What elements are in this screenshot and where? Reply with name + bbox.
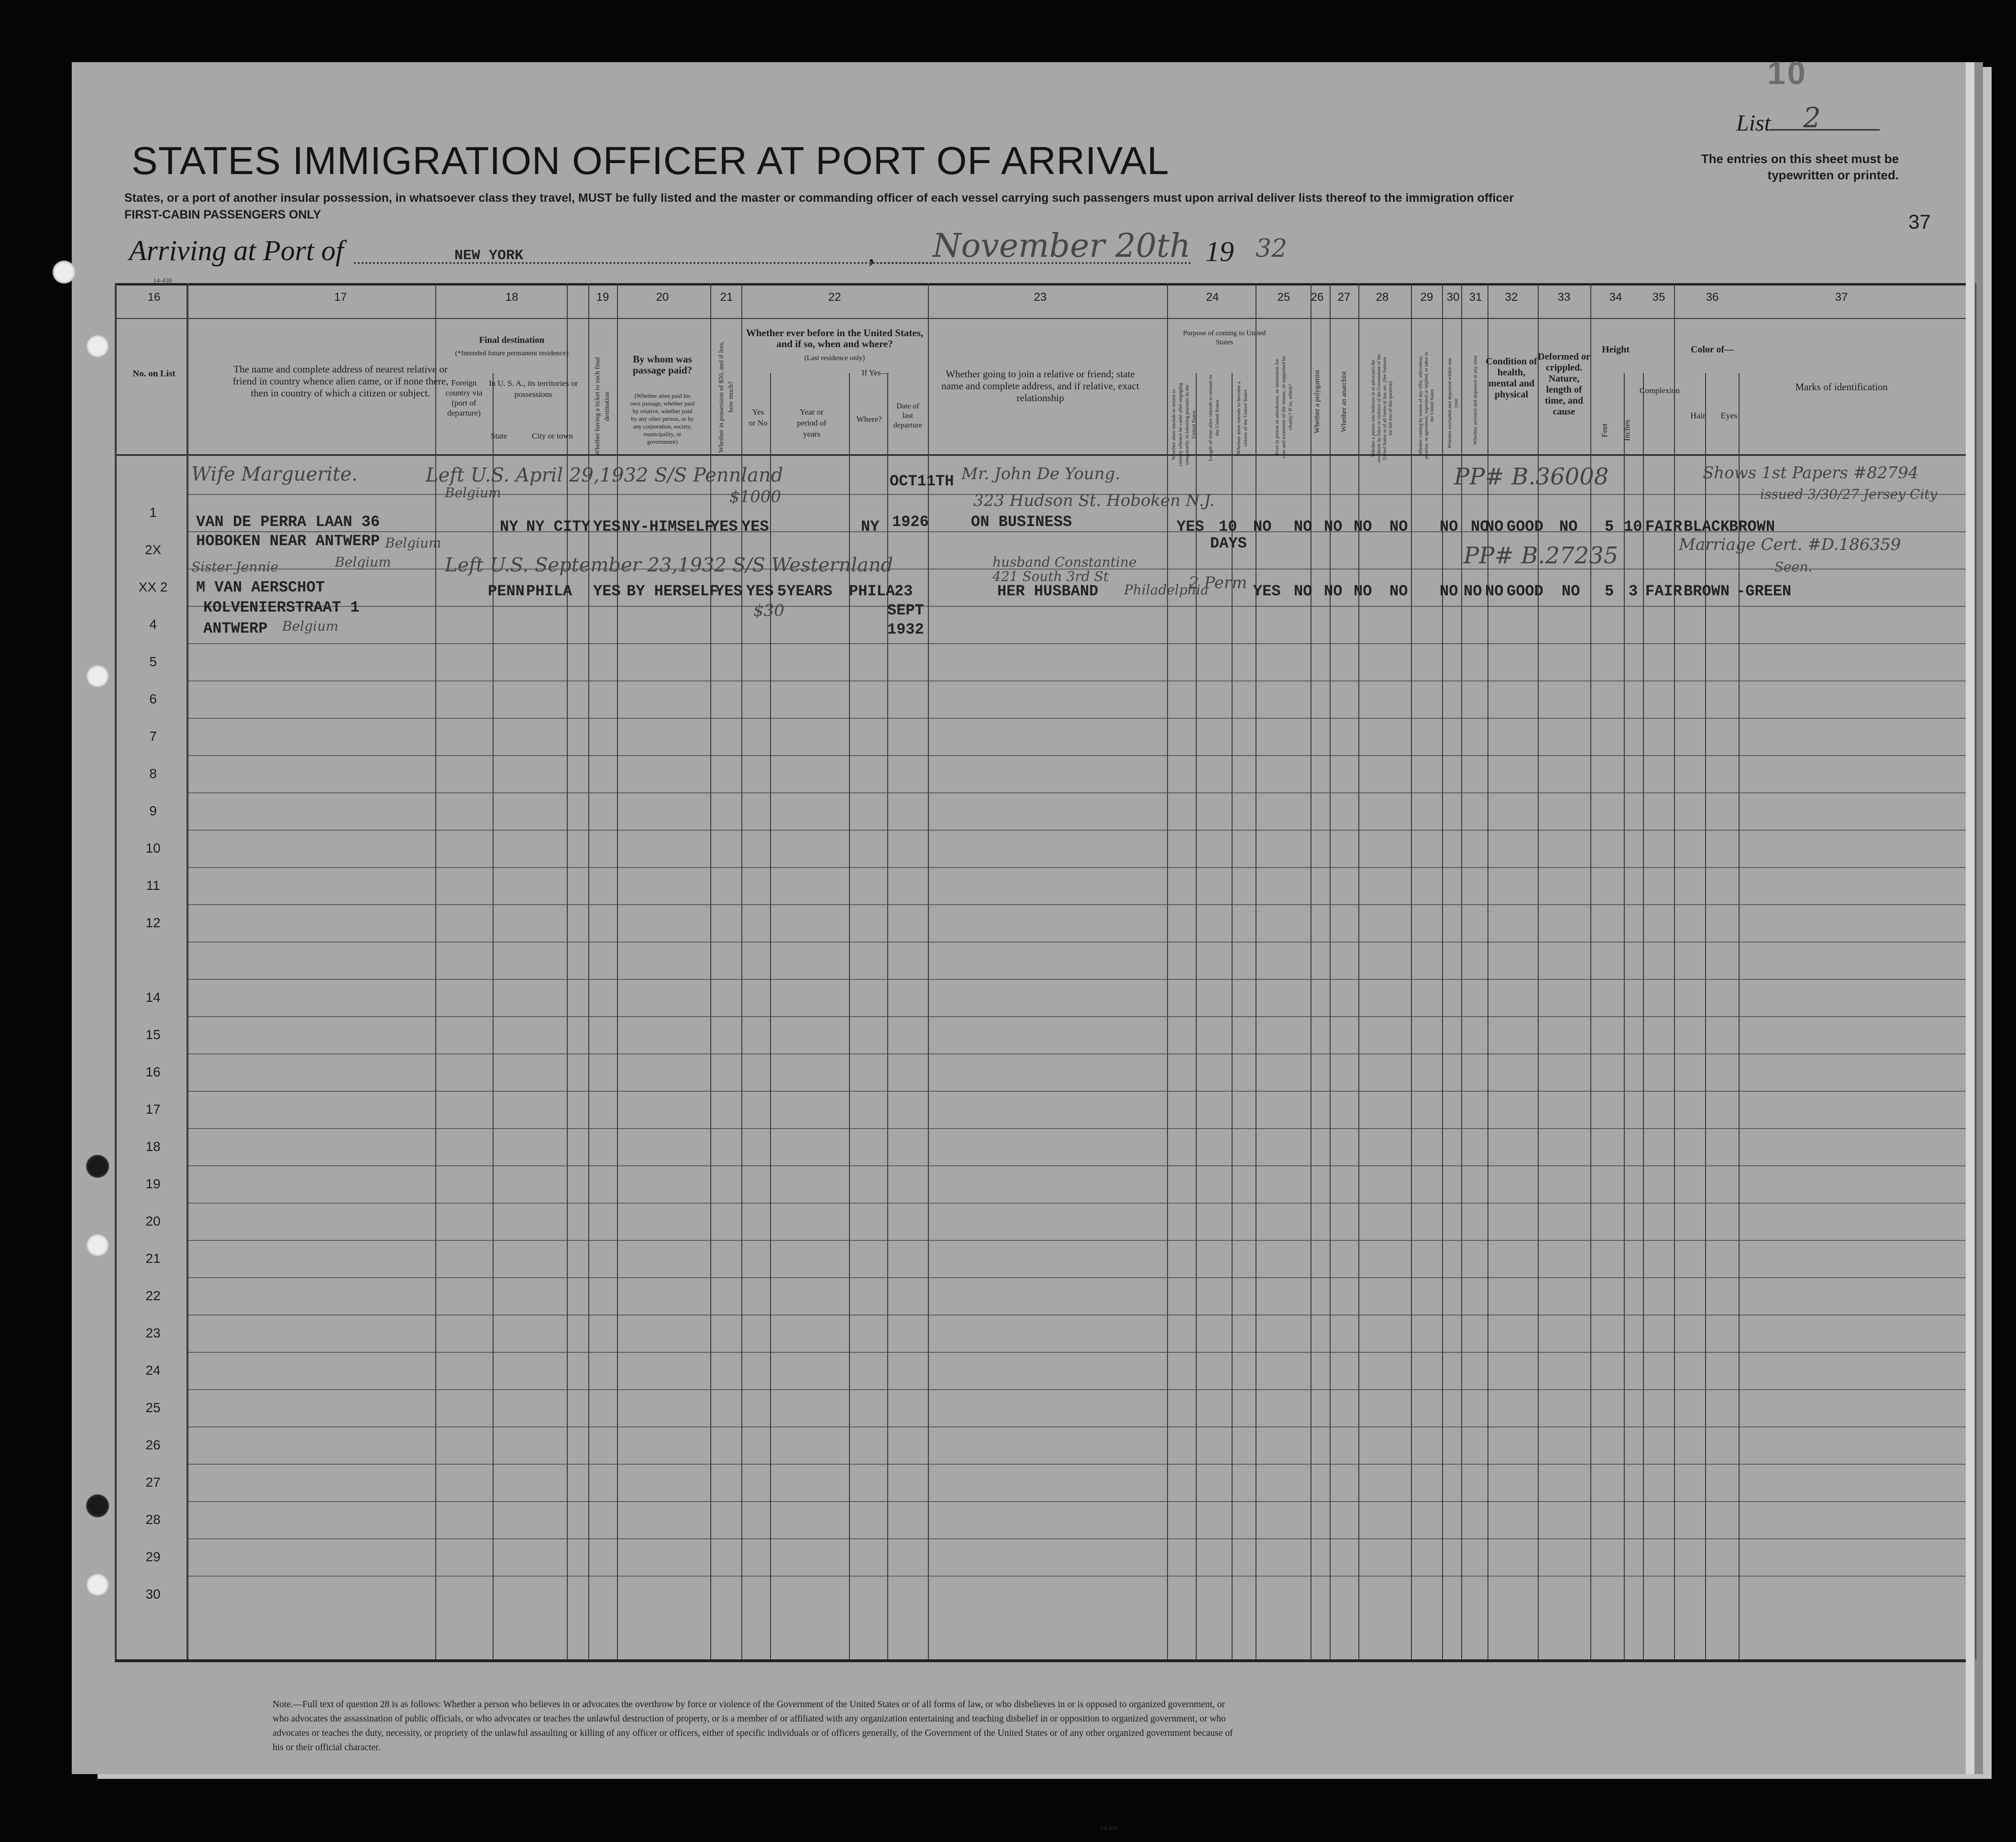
marks-handwritten-line2: issued 3/30/27 Jersey City — [1760, 486, 1938, 502]
colnum-35: 35 — [1652, 291, 1665, 304]
money-handwritten: $30 — [753, 601, 784, 620]
header-hair: Hair — [1690, 411, 1706, 420]
relative-name: M VAN AERSCHOT — [196, 579, 325, 596]
row-rule — [187, 1352, 1966, 1353]
last-departure-line2: SEPT — [887, 602, 924, 619]
row-rule — [187, 1464, 1966, 1465]
class-line: FIRST-CABIN PASSENGERS ONLY — [124, 208, 321, 221]
row-number: 2X — [144, 542, 162, 557]
column-rule — [617, 283, 618, 1659]
join-handwritten-line2: 421 South 3rd St — [992, 569, 1109, 584]
passport-handwritten: PP# B.36008 — [1454, 463, 1609, 490]
row-number: 19 — [145, 1176, 161, 1191]
column-rule — [1411, 283, 1412, 1659]
colnum-27: 27 — [1337, 291, 1351, 304]
join-value: HER HUSBAND — [997, 582, 1099, 600]
join-handwritten-line1: Mr. John De Young. — [961, 464, 1121, 483]
row-number: 18 — [145, 1139, 161, 1154]
header-labor-offer: Whether coming by reason of any offer, solicitation, promise, or agreement, expressed or implied, to labor in the United States — [1418, 351, 1435, 460]
health-value: GOOD — [1507, 518, 1543, 536]
passage-paid-value: NY-HIMSELF — [622, 518, 714, 536]
column-rule — [1442, 283, 1443, 1659]
header-purpose: Purpose of coming to United States — [1183, 329, 1266, 346]
binder-hole — [86, 1573, 109, 1596]
destination-state: NY — [500, 518, 518, 536]
colnum-26: 26 — [1311, 291, 1324, 304]
colnum-16: 16 — [147, 291, 161, 304]
header-polygamist: Whether a polygamist — [1313, 370, 1321, 434]
header-citizen-intent: Whether alien intends to become a citizen of the United States — [1236, 381, 1248, 455]
header-last-departure: Date of last departure — [893, 402, 923, 429]
anarchist-value: NO — [1354, 518, 1372, 536]
row-rule — [187, 1315, 1966, 1316]
binder-hole — [86, 1234, 109, 1257]
height-inches: 3 — [1629, 582, 1638, 600]
row-rule — [187, 1389, 1966, 1390]
header-usa: In U. S. A., its territories or possessions — [488, 379, 578, 399]
marks-handwritten-line1: Marriage Cert. #D.186359 — [1679, 535, 1901, 554]
header-health: Condition of health, mental and physical — [1486, 356, 1537, 400]
row-rule — [187, 830, 1966, 831]
complexion-value: FAIR — [1645, 518, 1682, 536]
row-number: XX 2 — [138, 580, 168, 594]
anarchist-value: NO — [1354, 582, 1372, 600]
hair-value: BLACK — [1684, 518, 1730, 536]
column-rule — [1705, 373, 1706, 1659]
row-number: 25 — [145, 1400, 161, 1415]
row-rule — [187, 1538, 1966, 1539]
table-bottom-rule — [115, 1659, 1966, 1662]
header-overthrow: Whether a person who believes in or advocates the overthrow by force or violence of the Government of the United States or of all forms of law, etc. (See footnote for full text of this question) — [1371, 354, 1393, 463]
sheet-stamp-number: 10 — [1767, 55, 1807, 91]
colnum-24: 24 — [1206, 291, 1219, 304]
header-anarchist: Whether an anarchist — [1340, 371, 1348, 432]
eyes-value: -GREEN — [1736, 582, 1792, 600]
list-label: List — [1736, 110, 1771, 136]
port-dotted-line — [354, 262, 933, 264]
colnum-32: 32 — [1505, 291, 1518, 304]
row-number: 29 — [145, 1549, 161, 1564]
join-handwritten-line1: husband Constantine — [992, 554, 1137, 570]
header-relative: The name and complete address of nearest relative or friend in country whence alien came, or if none there, then in country of which a citizen or subject. — [232, 363, 449, 399]
polygamist-value: NO — [1324, 582, 1343, 600]
relative-country-handwritten: Belgium — [282, 618, 339, 634]
fifty-dollars-value: YES — [715, 582, 743, 600]
relative-handwritten: Wife Marguerite. — [191, 463, 358, 485]
colnum-30: 30 — [1446, 291, 1460, 304]
binder-hole — [86, 1155, 109, 1178]
where-value: NY — [861, 518, 880, 536]
header-arrested: Whether arrested and deported at any time — [1472, 355, 1478, 445]
row-rule — [187, 1053, 1966, 1054]
binder-hole — [86, 335, 109, 358]
departure-handwritten: Left U.S. September 23,1932 S/S Westernland — [445, 554, 893, 576]
row-number: 4 — [149, 617, 157, 632]
ever-before-value: YES — [746, 582, 774, 600]
row-rule — [187, 680, 1966, 681]
colnum-36: 36 — [1706, 291, 1719, 304]
header-passage-paid-note: (Whether alien paid his own passage, whether paid by relative, whether paid by any other person, or by any corporation, society, municipality, or government) — [630, 393, 695, 445]
row-rule — [187, 792, 1966, 793]
row-number: 8 — [149, 766, 157, 781]
row-rule — [187, 718, 1966, 719]
row-rule — [187, 1576, 1966, 1577]
marks-handwritten-line2: Seen. — [1774, 559, 1813, 575]
row-rule — [187, 755, 1966, 756]
row-number: 30 — [145, 1587, 161, 1601]
length-line1: 10 — [1219, 518, 1237, 536]
row-rule — [187, 979, 1966, 980]
complexion-value: FAIR — [1645, 582, 1682, 600]
citizen-value: YES — [1253, 582, 1281, 600]
comma: , — [868, 239, 875, 268]
deformed-value: NO — [1562, 582, 1580, 600]
row-number: 6 — [149, 691, 157, 706]
row-number: 16 — [145, 1064, 161, 1079]
header-feet: Feet — [1600, 423, 1609, 438]
ever-before-value: YES — [741, 518, 769, 536]
passport-handwritten: PP# B.27235 — [1464, 542, 1619, 569]
hair-value: BROWN — [1684, 582, 1730, 600]
relative-address-line1: KOLVENIERSTRAAT 1 — [203, 599, 360, 616]
colnum-19: 19 — [596, 291, 609, 304]
citizen-value: NO — [1253, 518, 1272, 536]
column-rule — [1358, 283, 1359, 1659]
entries-note: The entries on this sheet must be typewritten or printed. — [1701, 152, 1899, 182]
header-eyes: Eyes — [1720, 411, 1738, 420]
row-number: 28 — [145, 1512, 161, 1527]
column-rule — [1330, 283, 1331, 1659]
colnum-20: 20 — [656, 291, 669, 304]
health-value: GOOD — [1507, 582, 1543, 600]
colnum-31: 31 — [1469, 291, 1482, 304]
header-height: Height — [1602, 344, 1630, 355]
colnum-18: 18 — [505, 291, 518, 304]
row-number: 12 — [145, 915, 161, 930]
header-yes-no: Yes or No — [749, 407, 768, 428]
relative-country-handwritten: Belgium — [385, 535, 441, 551]
column-rule — [710, 283, 711, 1659]
row-rule — [187, 1240, 1966, 1241]
column-rule — [187, 283, 188, 1659]
colnum-34: 34 — [1609, 291, 1622, 304]
row-number: 17 — [145, 1102, 161, 1117]
header-marks: Marks of identification — [1795, 381, 1888, 393]
manifest-sheet — [72, 55, 1966, 1831]
passage-paid-value: BY HERSELF — [627, 582, 719, 600]
departure-handwritten: Left U.S. April 29,1932 S/S Pennland — [426, 464, 783, 486]
port-value: NEW YORK — [454, 248, 524, 264]
header-passage-paid: By whom was passage paid? — [632, 353, 693, 376]
header-no-on-list: No. on List — [132, 369, 176, 379]
header-ticket: Whether having a ticket to such final destination — [594, 357, 611, 456]
polygamist-value: NO — [1324, 518, 1343, 536]
row-number: 21 — [145, 1251, 161, 1266]
header-bottom-rule — [115, 454, 1966, 456]
header-color-of: Color of— — [1690, 344, 1734, 355]
overthrow-value: NO — [1389, 582, 1408, 600]
relative-address-line1: VAN DE PERRA LAAN 36 — [196, 513, 380, 531]
row-number: 15 — [145, 1027, 161, 1042]
destination-city: NY CITY — [526, 518, 591, 536]
purpose-handwritten: 2 Perm — [1189, 573, 1247, 592]
fifty-dollars-value: YES — [710, 518, 738, 536]
header-final-destination: Final destination — [479, 335, 545, 345]
ticket-value: YES — [593, 582, 621, 600]
excluded-value: NO — [1464, 582, 1482, 600]
header-final-destination-note: (*Intended future permanent residence) — [455, 350, 569, 357]
column-rule — [1739, 373, 1740, 1659]
row-number: 5 — [149, 654, 157, 669]
relative-address-line2: HOBOKEN NEAR ANTWERP — [196, 532, 380, 550]
row-number: 23 — [145, 1326, 161, 1340]
arrested-value: NO — [1485, 518, 1504, 536]
deformed-value: NO — [1559, 518, 1578, 536]
arrival-date: November 20th — [933, 227, 1191, 265]
period-value: 5YEARS — [777, 582, 833, 600]
destination-city: PHILA — [526, 582, 573, 600]
marks-handwritten-line1: Shows 1st Papers #82794 — [1703, 463, 1919, 482]
header-inches: Inches — [1622, 419, 1631, 441]
last-departure-line1: OCT11TH — [890, 472, 954, 490]
money-handwritten: $1000 — [729, 487, 782, 506]
relative-handwritten: Sister Jennie — [191, 559, 278, 575]
header-period: Year or period of years — [797, 407, 826, 439]
column-rule — [567, 283, 568, 1659]
labor-offer-value: NO — [1440, 582, 1458, 600]
join-handwritten-line3: Philadelphia — [1124, 582, 1209, 598]
last-departure-line1: 23 — [894, 582, 913, 600]
column-rule — [1975, 283, 1976, 1659]
colnum-29: 29 — [1420, 291, 1433, 304]
row-number: 9 — [149, 803, 157, 818]
binder-hole — [86, 1494, 109, 1517]
prison-value: NO — [1294, 518, 1312, 536]
row-number: 22 — [145, 1288, 161, 1303]
row-number: 20 — [145, 1214, 161, 1228]
footnote-question-28: Note.—Full text of question 28 is as follows: Whether a person who believes in or advocates the overthrow by force or violence of the Government of the United States or of all forms of law, or who disbelieves in or is opposed to organized government, or who advocates the assassination of public officials, or who advocates or teaches the unlawful destruction of property, or is a member of or affiliated with any organization entertaining and teaching disbelief in or opposition to organized government, or who advocates or teaches the duty, necessity, or propriety of the unlawful assaulting or killing of any officer or officers, either of specific individuals or of officers generally, of the Government of the United States or of any other organized government because of his or their official character. — [273, 1699, 1233, 1753]
last-departure-line2: 1926 — [892, 513, 929, 531]
column-rule — [115, 283, 117, 1659]
arrested-value: NO — [1485, 582, 1504, 600]
column-rule — [1624, 373, 1625, 1659]
header-fifty-dollars: Whether in possession of $50, and if less, how much? — [718, 341, 735, 453]
row-number: 1 — [149, 505, 157, 520]
colnum-28: 28 — [1376, 291, 1389, 304]
length-line2: DAYS — [1210, 535, 1247, 552]
header-prison: Ever in prison or almshouse, or institution for care and treatment of the insane, or supported by charity? If so, which? — [1274, 355, 1293, 459]
prison-value: NO — [1294, 582, 1312, 600]
page-title: STATES IMMIGRATION OFFICER AT PORT OF ARRIVAL — [132, 139, 1169, 183]
header-if-yes: If Yes— — [861, 368, 889, 377]
header-where: Where? — [856, 415, 882, 424]
row-number: 27 — [145, 1475, 161, 1490]
binder-hole — [53, 261, 76, 284]
year-prefix: 19 — [1205, 236, 1234, 267]
header-join-relative: Whether going to join a relative or friend; state name and complete address, and if relative, exact relationship — [941, 368, 1139, 404]
eyes-value: BROWN — [1729, 518, 1775, 536]
column-rule — [1643, 373, 1644, 1659]
row-number: 24 — [145, 1363, 161, 1378]
where-value: PHILA — [849, 582, 895, 600]
relative-country-handwritten: Belgium — [335, 554, 391, 570]
instruction-line: States, or a port of another insular possession, in whatsoever class they travel, MUST be fully listed and the master or commanding officer of each vessel carrying such passengers must upon arrival deliver lists thereof to the immigration officer — [124, 191, 1514, 205]
row-rule — [187, 1203, 1966, 1204]
row-number: 11 — [146, 878, 160, 893]
labor-offer-value: NO — [1440, 518, 1458, 536]
list-number: 2 — [1803, 101, 1821, 134]
table-top-rule — [115, 283, 1966, 285]
arriving-label: Arriving at Port of — [129, 235, 344, 266]
colnum-25: 25 — [1277, 291, 1290, 304]
row-number: 7 — [149, 729, 157, 744]
foreign-country-handwritten: Belgium — [445, 485, 501, 501]
row-rule — [187, 643, 1966, 644]
height-inches: 10 — [1624, 518, 1642, 536]
join-value: ON BUSINESS — [971, 513, 1072, 531]
column-rule — [1196, 373, 1197, 1659]
header-ever-before: Whether ever before in the United States, and if so, when and where? — [746, 327, 924, 350]
relative-address-line2: ANTWERP — [203, 620, 268, 637]
binder-hole — [86, 665, 109, 688]
column-rule — [1674, 283, 1675, 1659]
height-feet: 5 — [1605, 518, 1614, 536]
row-rule — [187, 1277, 1966, 1278]
row-rule — [187, 606, 1966, 607]
row-rule — [187, 904, 1966, 905]
header-length-of-stay: Length of time alien intends to remain in the United States — [1208, 375, 1220, 461]
header-deformed: Deformed or crippled. Nature, length of time, and cause — [1538, 351, 1590, 417]
row-rule — [187, 1501, 1966, 1502]
row-rule — [187, 1128, 1966, 1129]
column-rule — [588, 283, 589, 1659]
header-excluded: Whether excluded and deported within one year — [1447, 358, 1459, 449]
year-value: 32 — [1256, 234, 1288, 263]
overthrow-value: NO — [1389, 518, 1408, 536]
footer-form-code: 14-430 — [1100, 1824, 1118, 1831]
ticket-value: YES — [593, 518, 621, 536]
row-rule — [187, 1091, 1966, 1092]
column-rule — [435, 283, 436, 1659]
colnum-33: 33 — [1557, 291, 1571, 304]
header-return-intent: Whether alien intends to return to country whence he came after engaging temporarily in laboring pursuits in the United States — [1171, 383, 1197, 467]
colnum-21: 21 — [720, 291, 733, 304]
row-rule — [187, 1016, 1966, 1017]
row-number: 10 — [145, 841, 161, 855]
excluded-value: NO — [1471, 518, 1489, 536]
row-number: 26 — [145, 1437, 161, 1452]
colnum-23: 23 — [1034, 291, 1047, 304]
form-code: 14-430 — [153, 277, 172, 285]
join-handwritten-line2: 323 Hudson St. Hoboken N.J. — [973, 491, 1215, 510]
header-state: State — [491, 431, 507, 440]
colnum-rule — [115, 318, 1966, 319]
list-underline — [1770, 129, 1880, 131]
page-number: 37 — [1908, 210, 1931, 233]
header-last-residence: (Last residence only) — [804, 354, 865, 362]
colnum-22: 22 — [828, 291, 841, 304]
header-foreign-country: Foreign country via (port of departure) — [445, 378, 483, 417]
header-complexion: Complexion — [1640, 386, 1680, 395]
return-value: YES — [1177, 518, 1204, 536]
height-feet: 5 — [1605, 582, 1614, 600]
colnum-37: 37 — [1835, 291, 1848, 304]
colnum-17: 17 — [334, 291, 347, 304]
destination-state: PENN — [488, 582, 525, 600]
header-city: City or town — [532, 431, 573, 440]
row-number: 14 — [145, 990, 161, 1005]
last-departure-line3: 1932 — [887, 621, 924, 638]
row-rule — [187, 867, 1966, 868]
row-rule — [187, 1426, 1966, 1427]
row-rule — [187, 942, 1966, 943]
row-rule — [187, 1165, 1966, 1166]
column-rule — [1167, 283, 1168, 1659]
column-rule — [1232, 373, 1233, 1659]
